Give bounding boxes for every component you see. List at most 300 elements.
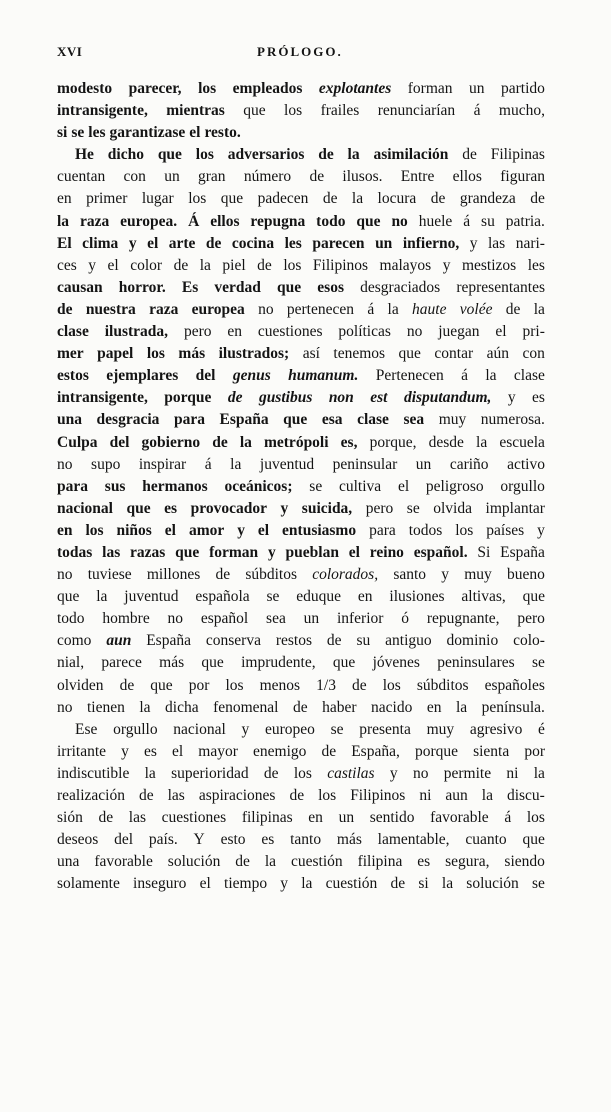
text-word: á — [367, 300, 375, 318]
text-word: gran — [197, 168, 226, 186]
text-word: de — [98, 809, 114, 827]
text-word: todo — [57, 610, 85, 628]
text-word: de — [257, 256, 272, 274]
text-word: porque — [414, 742, 458, 760]
text-word: renunciarían — [377, 102, 456, 120]
text-word: no — [57, 698, 73, 716]
text-word: un — [338, 809, 355, 827]
text-word: nacido — [371, 698, 413, 716]
text-word: tiempo — [224, 875, 268, 893]
text-word: los — [382, 676, 401, 694]
text-word: como — [57, 632, 92, 650]
text-word: ilusiones — [389, 588, 445, 606]
text-word: y — [241, 720, 250, 738]
text-word: esto — [220, 831, 246, 849]
text-word: súbditos — [416, 676, 469, 694]
text-word: si — [57, 124, 68, 142]
text-word: es — [144, 742, 157, 760]
text-word: conserva — [205, 632, 261, 650]
text-word: de — [390, 875, 406, 893]
text-word: peligroso — [425, 477, 484, 495]
text-word: padecen — [257, 190, 309, 208]
text-word: 1/3 — [316, 676, 336, 694]
text-word: y — [88, 256, 97, 274]
text-word: europea — [191, 300, 245, 318]
text-word: dicha — [165, 698, 199, 716]
text-word: porque — [164, 389, 212, 407]
text-word: no — [412, 764, 429, 782]
text-word: los — [188, 190, 207, 208]
text-word: mientras — [166, 102, 225, 120]
text-word: los — [225, 676, 244, 694]
text-word: europeo — [264, 720, 315, 738]
text-word: humanum. — [288, 367, 359, 385]
text-word: He — [75, 146, 94, 164]
text-word: ilustrados; — [218, 345, 290, 363]
text-word: jóvenes — [372, 654, 420, 672]
text-word: cuestiones — [257, 323, 323, 341]
text-word: el — [257, 521, 270, 539]
text-word: filipina — [357, 853, 403, 871]
text-word: de — [318, 146, 334, 164]
text-word: sión — [57, 809, 83, 827]
text-word: que — [150, 676, 173, 694]
text-word: que — [126, 499, 151, 517]
text-word: aún — [486, 345, 510, 363]
text-word: malayos — [379, 256, 432, 274]
text-word: no — [258, 300, 274, 318]
text-word: un — [375, 234, 393, 252]
text-word: horror. — [118, 278, 166, 296]
text-word: inseguro — [133, 875, 187, 893]
text-line — [57, 675, 545, 697]
text-word: la — [239, 433, 252, 451]
text-word: hombre — [102, 610, 150, 628]
text-word: ces — [57, 256, 77, 274]
text-word: de — [119, 676, 135, 694]
text-word: del — [109, 433, 130, 451]
text-word: cultiva — [338, 477, 382, 495]
text-word: forman — [407, 80, 453, 97]
text-word: niños — [116, 521, 152, 539]
text-word: volée — [459, 300, 493, 318]
text-word: de — [430, 190, 446, 208]
text-word: y — [280, 499, 289, 517]
text-word: provocador — [190, 499, 267, 517]
text-word: reino — [369, 543, 404, 561]
text-word: es — [164, 499, 178, 517]
text-word: se — [330, 720, 344, 738]
text-word: para — [173, 411, 205, 429]
text-word: les — [88, 124, 106, 142]
text-word: y — [280, 875, 289, 893]
text-word: la — [347, 146, 360, 164]
text-word: de — [321, 742, 337, 760]
text-word: las — [167, 787, 185, 804]
text-word: pero — [183, 323, 212, 341]
text-word: á — [461, 367, 468, 385]
text-word: tuviese — [87, 566, 132, 584]
text-word: los — [455, 521, 474, 539]
text-word: desde — [428, 433, 464, 451]
text-word: muy — [426, 720, 455, 738]
text-word: realización — [57, 787, 125, 804]
text-word: raza — [149, 300, 179, 318]
text-word: el — [495, 323, 507, 341]
text-line — [57, 454, 545, 476]
text-word: es — [417, 853, 431, 871]
text-word: que — [356, 212, 381, 230]
text-word: la — [301, 875, 313, 893]
text-word: por — [524, 742, 545, 760]
text-word: español — [200, 610, 249, 628]
text-word: la — [533, 764, 545, 782]
text-word: y — [121, 742, 129, 760]
text-word: que — [175, 543, 200, 561]
text-word: indiscutible — [57, 764, 130, 782]
text-word: Es — [181, 278, 199, 296]
text-line — [57, 277, 545, 299]
text-word: desgraciados — [360, 278, 441, 296]
text-word: cuanto — [465, 831, 507, 849]
text-word: gobierno — [141, 433, 201, 451]
text-word: tenemos — [333, 345, 386, 363]
text-word: pero — [517, 610, 545, 628]
text-word: de — [215, 566, 231, 584]
text-word: millones — [146, 566, 201, 584]
text-word: supo — [91, 455, 121, 473]
text-word: las — [487, 234, 506, 252]
text-word: nuestra — [85, 300, 136, 318]
text-word: esos — [317, 278, 344, 296]
text-word: España — [219, 411, 269, 429]
text-word: é — [538, 720, 545, 738]
text-word: haute — [412, 300, 447, 318]
text-word: que — [220, 190, 244, 208]
text-word: dominio — [446, 632, 499, 650]
text-word: solución — [466, 875, 519, 893]
text-word: de — [289, 787, 305, 804]
text-word: que — [283, 411, 308, 429]
text-line — [57, 697, 545, 719]
text-word: sea — [403, 411, 425, 429]
text-word: oceánicos; — [224, 477, 293, 495]
text-word: los — [318, 787, 337, 804]
running-head — [57, 44, 557, 64]
text-word: cuentan — [57, 168, 106, 186]
text-word: infierno, — [402, 234, 460, 252]
text-word: inferior — [336, 610, 384, 628]
text-word: y — [441, 566, 449, 584]
text-word: castilas — [327, 764, 375, 782]
text-word: ni — [419, 787, 432, 804]
text-word: peninsulares — [437, 654, 515, 672]
text-word: su — [356, 632, 371, 650]
text-word: el — [172, 742, 184, 760]
text-word: se — [406, 499, 420, 517]
text-word: pri- — [522, 323, 545, 341]
text-word: resto. — [204, 124, 241, 142]
text-word: orgullo — [113, 720, 158, 738]
text-word: un — [469, 80, 485, 97]
text-word: permite — [443, 764, 492, 782]
text-line — [57, 233, 545, 255]
text-word: se — [309, 477, 323, 495]
text-word: el — [189, 124, 201, 142]
text-word: pueblan — [285, 543, 339, 561]
text-word: si — [418, 875, 429, 893]
text-line — [57, 343, 545, 365]
text-word: santo — [393, 566, 427, 584]
text-word: y — [507, 389, 516, 407]
text-word: que — [243, 102, 266, 120]
text-word: en — [227, 323, 243, 341]
text-word: est — [370, 389, 388, 407]
text-word: grandeza — [459, 190, 516, 208]
text-word: agresivo — [469, 720, 523, 738]
text-word: non — [328, 389, 354, 407]
text-word: Entre — [400, 168, 435, 186]
text-word: la — [533, 300, 545, 318]
text-word: repugna — [250, 212, 306, 230]
text-line — [57, 100, 545, 122]
text-word: Filipinos — [350, 787, 406, 804]
text-word: color — [130, 256, 163, 274]
text-word: numerosa. — [480, 411, 545, 429]
text-word: entusiasmo — [282, 521, 357, 539]
text-word: en — [57, 190, 72, 208]
text-word: de — [227, 389, 243, 407]
text-word: es, — [340, 433, 358, 451]
text-word: en — [357, 588, 373, 606]
text-word: por — [188, 676, 210, 694]
text-line — [57, 432, 545, 454]
text-word: de — [138, 787, 154, 804]
text-word: su — [481, 212, 495, 230]
text-word: menos — [259, 676, 301, 694]
text-line — [57, 498, 545, 520]
text-word: parecen — [312, 234, 365, 252]
text-word: tienen — [86, 698, 125, 716]
text-word: no — [391, 212, 408, 230]
text-word: y — [469, 234, 478, 252]
text-word: bueno — [507, 566, 545, 584]
text-word: cariño — [449, 455, 489, 473]
text-word: Y — [193, 831, 205, 849]
text-word: primer — [86, 190, 128, 208]
text-word: los — [198, 80, 217, 97]
text-word: la — [455, 698, 468, 716]
text-word: Culpa — [57, 433, 98, 451]
text-word: sea — [266, 610, 286, 628]
text-word: á — [204, 455, 212, 473]
text-word: se — [532, 654, 545, 672]
text-word: dicho — [107, 146, 144, 164]
text-word: intransigente, — [57, 102, 148, 120]
text-word: deseos — [57, 831, 99, 849]
text-word: ejemplares — [106, 367, 179, 385]
text-word: implantar — [485, 499, 545, 517]
text-word: favorable — [430, 809, 489, 827]
text-word: el — [147, 234, 159, 252]
text-word: que — [201, 654, 224, 672]
text-word: español. — [413, 543, 468, 561]
text-word: y — [537, 521, 545, 539]
text-word: españoles — [484, 676, 545, 694]
text-word: el — [397, 477, 410, 495]
text-word: contar — [434, 345, 474, 363]
text-word: raza — [79, 212, 110, 230]
text-word: patria. — [505, 212, 545, 230]
text-word: las — [128, 809, 146, 827]
text-word: Filipinas — [490, 146, 545, 164]
text-word: con — [522, 345, 545, 363]
text-word: á — [463, 212, 471, 230]
text-word: haber — [322, 698, 357, 716]
text-word: tanto — [290, 831, 322, 849]
text-word: frailes — [320, 102, 360, 120]
text-word: nari- — [515, 234, 545, 252]
text-word: razas — [130, 543, 166, 561]
text-word: cuestiones — [161, 809, 227, 827]
text-word: ilustrada, — [104, 323, 169, 341]
text-word: que — [522, 588, 545, 606]
text-word: enemigo — [253, 742, 307, 760]
text-word: partido — [501, 80, 545, 97]
text-word: lamentable, — [377, 831, 450, 849]
text-word: España — [146, 632, 191, 650]
text-word: orgullo — [500, 477, 545, 495]
text-word: Pertenecen — [375, 367, 444, 385]
text-word: nacional — [173, 720, 226, 738]
text-word: cuestión — [290, 853, 343, 871]
text-word: España, — [351, 742, 400, 760]
text-line — [57, 188, 545, 210]
text-word: de — [326, 632, 342, 650]
text-word: restos — [275, 632, 313, 650]
text-word: y — [128, 234, 137, 252]
text-word: los — [526, 809, 545, 827]
text-word: nacional — [57, 499, 113, 517]
text-word: fenomenal — [213, 698, 279, 716]
text-word: á — [473, 102, 481, 120]
text-word: de — [322, 190, 338, 208]
text-word: ellos — [452, 168, 482, 186]
text-word: adversarios — [227, 146, 305, 164]
text-word: el — [348, 543, 360, 561]
text-word: y — [237, 521, 245, 539]
text-line — [57, 476, 545, 498]
text-word: estos — [57, 367, 89, 385]
text-word: España — [500, 543, 545, 561]
text-line — [57, 542, 545, 564]
text-line — [57, 299, 545, 321]
text-line — [57, 608, 545, 630]
text-word: favorable — [94, 853, 153, 871]
text-word: en — [308, 809, 323, 827]
text-word: juegan — [438, 323, 480, 341]
text-word: aspiraciones — [198, 787, 276, 804]
text-word: y — [389, 764, 398, 782]
text-word: así — [302, 345, 320, 363]
text-word: de — [530, 190, 545, 208]
text-word: se — [266, 588, 280, 606]
text-word: más — [178, 345, 206, 363]
text-word: ó — [401, 610, 409, 628]
text-word: eduque — [296, 588, 342, 606]
text-line — [57, 211, 545, 233]
text-line — [57, 78, 545, 100]
text-line — [57, 255, 545, 277]
text-word: inspirar — [138, 455, 187, 473]
text-word: olviden — [57, 676, 104, 694]
text-word: la — [441, 875, 454, 893]
text-word: de — [173, 256, 189, 274]
text-word: siendo — [504, 853, 545, 871]
text-word: metrópoli — [263, 433, 329, 451]
text-word: el — [107, 256, 119, 274]
text-word: española — [195, 588, 250, 606]
text-word: muy — [438, 411, 467, 429]
text-word: filipinas — [241, 809, 293, 827]
text-line — [57, 144, 545, 166]
text-word: imprudente, — [241, 654, 316, 672]
page-number: XVI — [57, 44, 83, 59]
text-line — [57, 122, 545, 144]
text-word: mestizos — [461, 256, 517, 274]
text-word: genus — [232, 367, 271, 385]
text-word: clima — [82, 234, 119, 252]
text-line — [57, 652, 545, 674]
text-word: de — [57, 300, 73, 318]
text-word: del — [114, 831, 134, 849]
text-word: del — [195, 367, 216, 385]
text-word: huele — [418, 212, 453, 230]
text-word: suicida, — [301, 499, 353, 517]
text-word: parece — [101, 654, 142, 672]
text-line — [57, 520, 545, 542]
text-word: Ese — [75, 720, 98, 738]
text-word: que — [522, 831, 545, 849]
text-word: los — [85, 521, 104, 539]
text-word: la — [144, 764, 156, 782]
text-word: repugnante, — [426, 610, 500, 628]
text-word: es — [261, 831, 275, 849]
text-word: que — [157, 146, 182, 164]
text-word: esa — [321, 411, 343, 429]
text-word: porque, — [369, 433, 417, 451]
text-word: todas — [57, 543, 93, 561]
text-word: explotantes — [318, 80, 392, 97]
text-word: juventud — [124, 588, 179, 606]
text-word: les — [284, 234, 302, 252]
text-word: con — [123, 168, 146, 186]
text-word: la — [351, 190, 364, 208]
text-word: nial, — [57, 654, 85, 672]
text-word: clase — [513, 367, 545, 385]
text-word: un — [415, 455, 432, 473]
text-word: que — [398, 345, 421, 363]
text-word: número — [243, 168, 292, 186]
text-word: súbditos — [245, 566, 297, 584]
text-word: gustibus — [258, 389, 313, 407]
text-word: forman — [209, 543, 259, 561]
text-line — [57, 409, 545, 431]
text-word: peninsular — [332, 455, 398, 473]
text-word: de — [505, 300, 521, 318]
text-line — [57, 586, 545, 608]
text-word: la — [96, 588, 108, 606]
